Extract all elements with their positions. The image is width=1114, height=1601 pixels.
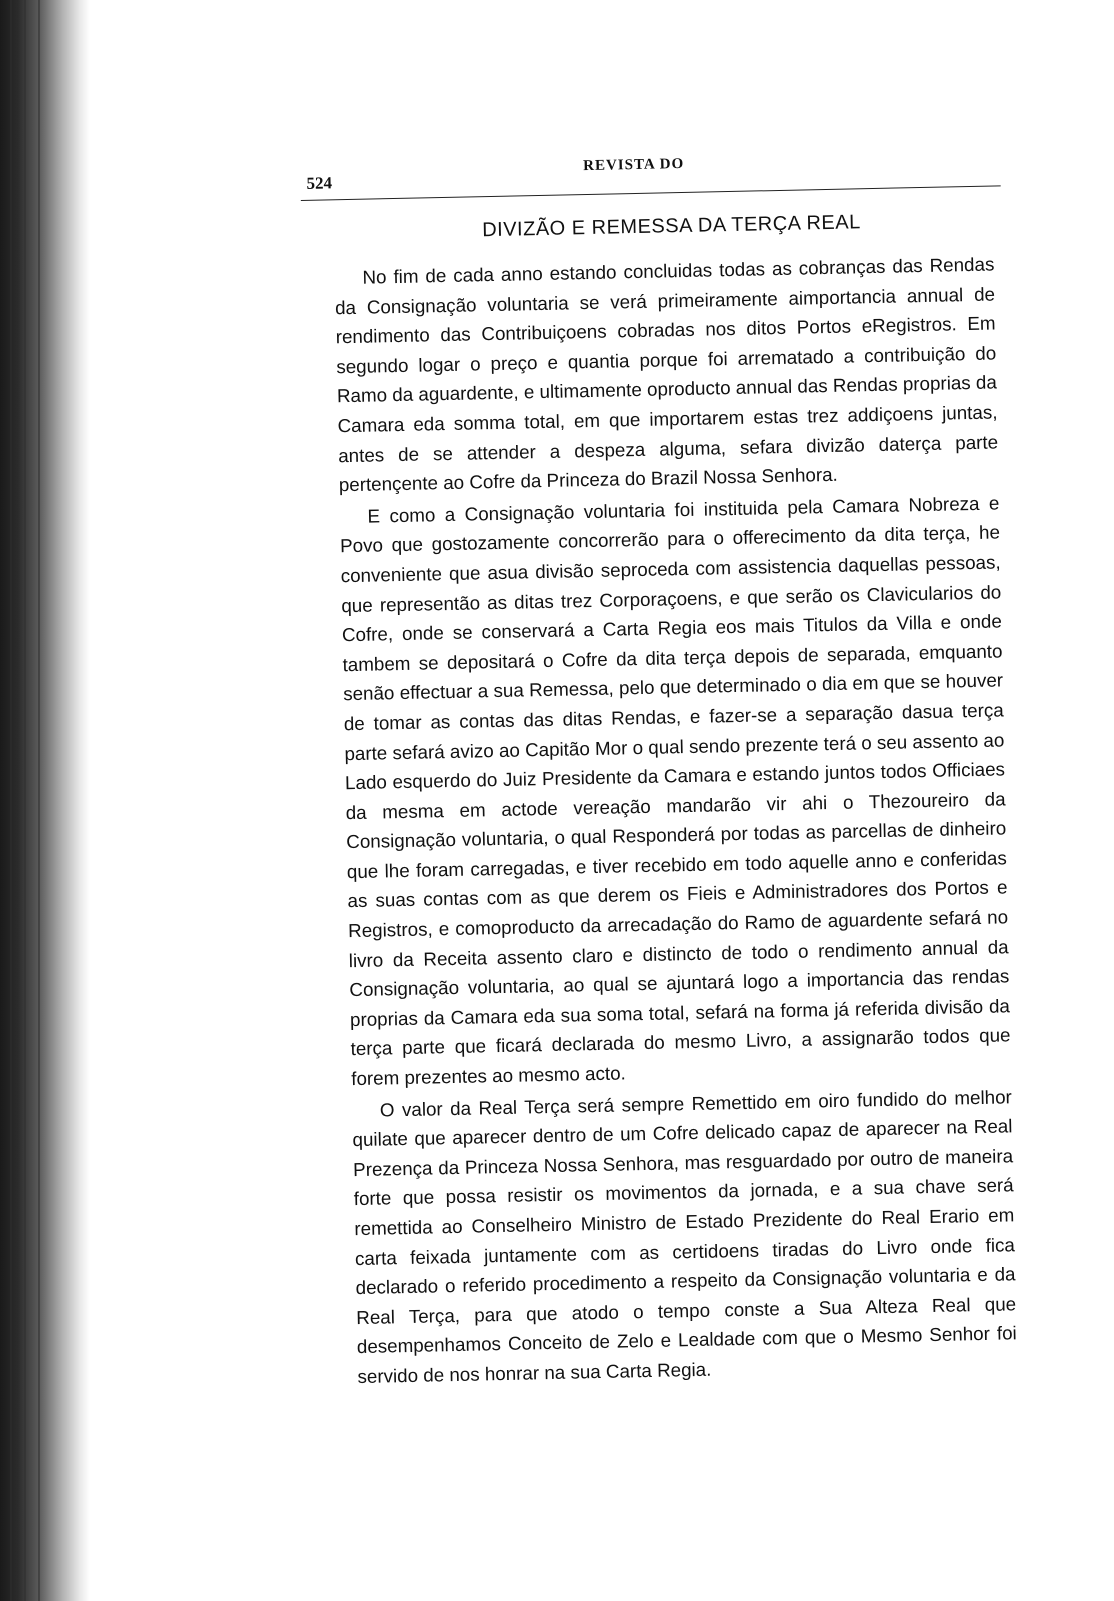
binding-crease	[24, 0, 26, 1601]
paragraph: O valor da Real Terça será sempre Remettido em oiro fundido do melhor quilate que aparecer dentro de um Cofre delicado capaz de aparecer na Real Prezença da Princeza Nossa Senhora, mas resguardado por outro de maneira forte que possa resistir os movimentos da jornada, e a sua chave será remettida ao Conselheiro Ministro de Estado Prezidente do Real Erario em carta feixada juntamente com as certidoens tiradas do Livro onde fica declarado o referido procedimento a respeito da Consignação voluntaria e da Real Terça, para que atodo o tempo conste a Sua Alteza Real que desempenhamos Conceito de Zelo e Lealdade com que o Mesmo Senhor foi servido de nos honrar na sua Carta Regia.	[352, 1085, 1017, 1388]
binding-crease	[10, 0, 12, 1601]
book-binding-edge	[0, 0, 90, 1601]
paragraph: E como a Consignação voluntaria foi instituida pela Camara Nobreza e Povo que gostozamente concorrerão para o offerecimento da dita terça, he conveniente que asua divisão seproceda com assistencia daquellas pessoas, que representão as ditas trez Corporaçoens, e que serão os Clavicularios do Cofre, onde se conservará a Carta Regia eos mais Titulos da Villa e onde tambem se depositará o Cofre da dita terça depois de separada, emquanto senão effectuar a sua Remessa, pelo que determinado o dia em que se houver de tomar as contas das ditas Rendas, e fazer-se a separação dasua terça parte sefará avizo ao Capitão Mor o qual sendo prezente terá o seu assento ao Lado esquerdo do Juiz Presidente da Camara e estando juntos todos Officiaes da mesma em actode vereação mandarão vir ahi o Thezoureiro da Consignação voluntaria, o qual Responderá por todas as parcellas de dinheiro que lhe foram carregadas, e tiver recebido em todo aquelle anno e conferidas as suas contas com as que derem os Fieis e Administradores dos Portos e Registros, e comoproducto da arrecadação do Ramo de aguardente sefará no livro da Receita assento claro e distincto de todo o rendimento annual da Consignação voluntaria, ao qual se ajuntará logo a importancia das rendas proprias da Camara eda sua soma total, sefará na forma já referida divisão da terça parte que ficará declarada do mesmo Livro, a assignarão todos que forem prezentes ao mesmo acto.	[339, 492, 1011, 1090]
binding-crease	[38, 0, 40, 1601]
running-head: REVISTA DO	[583, 155, 685, 175]
paragraph: No fim de cada anno estando concluidas todas as cobranças das Rendas da Consignação voluntaria se verá primeiramente aimportancia annual de rendimento das Contribuiçoens cobradas nos ditos Portos eRegistros. Em segundo logar o preço e quantia porque foi arrematado a contribuição do Ramo da aguardente, e ultimamente oproducto annual das Rendas proprias da Camara eda somma total, em que importarem estas trez addiçoens juntas, antes de se attender a despeza alguma, sefara divizão daterça parte pertençente ao Cofre da Princeza do Brazil Nossa Senhora.	[334, 253, 999, 496]
page-number: 524	[306, 173, 333, 193]
page-header	[300, 145, 1001, 201]
section-title: DIVIZÃO E REMESSA DA TERÇA REAL	[481, 211, 861, 242]
body-text	[302, 249, 1017, 1392]
document-page	[300, 145, 1026, 1394]
